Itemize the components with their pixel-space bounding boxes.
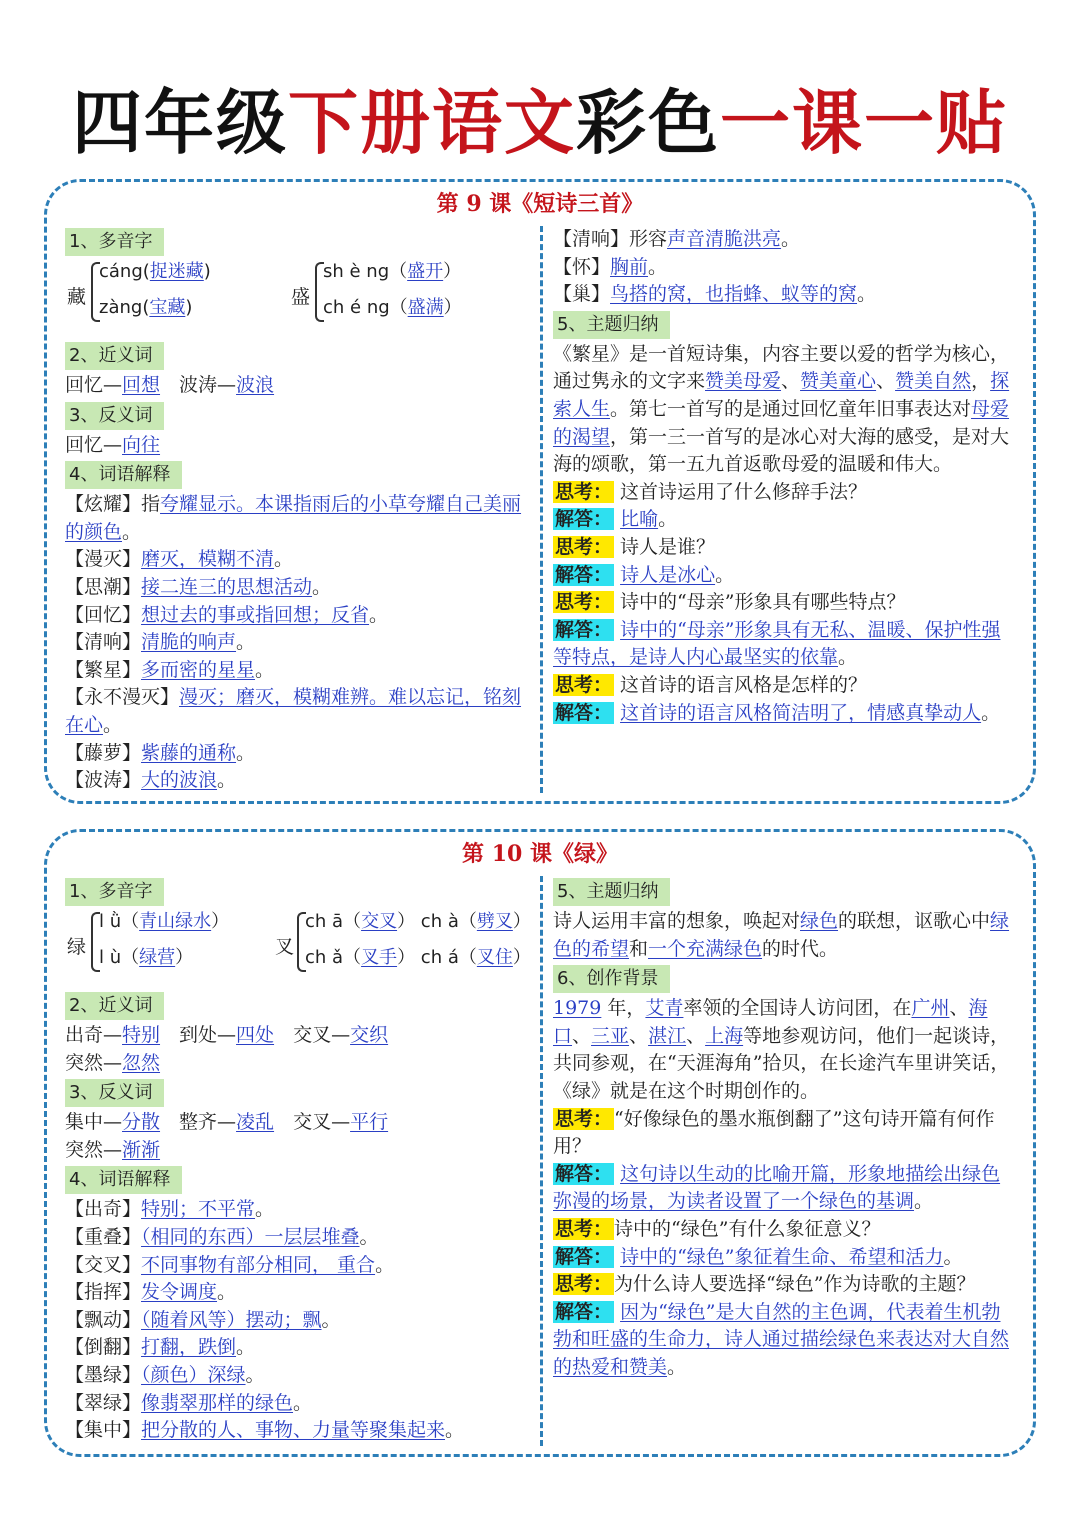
term-end: 。 — [236, 741, 256, 764]
section-synonyms: 2、近义词 — [65, 342, 164, 370]
term-definition: 大的波浪 — [141, 769, 218, 792]
question-item — [553, 672, 1019, 700]
term-definition: 像翡翠那样的绿色 — [141, 1391, 294, 1414]
synonym-line: 突然—忽然 — [65, 1051, 161, 1074]
term-definition: 把分散的人、事物、力量等聚集起来 — [141, 1419, 446, 1442]
term-end: 。 — [857, 283, 877, 306]
term-key: 【倒翻】 — [65, 1336, 142, 1359]
answer-end: 。 — [667, 1355, 687, 1378]
term-definition: 声音清脆洪亮 — [667, 228, 782, 250]
think-tag: 思考： — [555, 1107, 613, 1130]
answer-tag: 解答： — [555, 1245, 613, 1268]
reading-cha-1: ch ā（交叉） ch à（劈叉） — [305, 911, 531, 932]
answer-text: 诗中的“绿色”象征着生命、希望和活力 — [620, 1245, 944, 1268]
term-item — [65, 1224, 530, 1252]
section-word-explanations: 4、词语解释 — [65, 1166, 182, 1194]
term-definition: 发令调度 — [141, 1281, 218, 1304]
reading-sheng: sh è ng（盛开） — [323, 261, 462, 282]
question-text: 这首诗运用了什么修辞手法？ — [614, 480, 868, 503]
term-item — [65, 546, 530, 574]
reading-cang: cáng(捉迷藏) — [99, 261, 211, 282]
section-polyphones: 1、多音字 — [65, 228, 164, 256]
polyphone-char-cha: 叉 — [275, 936, 295, 958]
term-key: 【巢】 — [553, 283, 611, 306]
term-item — [65, 602, 530, 630]
antonym-line: 突然—渐渐 — [65, 1138, 161, 1161]
term-item — [65, 491, 530, 546]
section-antonyms: 3、反义词 — [65, 1079, 164, 1107]
answer-item — [553, 1244, 1019, 1272]
term-definition: 清脆的响声 — [141, 631, 237, 654]
term-item — [65, 684, 530, 739]
answer-end: 。 — [658, 508, 678, 531]
term-end: 。 — [217, 1281, 237, 1304]
section-synonyms: 2、近义词 — [65, 992, 164, 1020]
term-prefix: 形容 — [629, 228, 668, 250]
term-list — [65, 491, 530, 795]
theme-paragraph: 《繁星》是一首短诗集，内容主要以爱的哲学为核心，通过隽永的文字来赞美母爱、赞美童心、赞美自然，探索人生。第七一首写的是通过回忆童年旧事表达对母爱的渴望，第一三一首写的是冰心对大海的感受，是对大海的颂歌，第一五九首返歌母爱的温暖和伟大。 — [553, 342, 1010, 476]
term-key: 【炫耀】 — [65, 493, 142, 516]
question-item — [553, 589, 1019, 617]
term-definition: 想过去的事或指回想；反省 — [141, 603, 370, 626]
term-key: 【清响】 — [65, 631, 142, 654]
title-part-2: 下册语文 — [288, 82, 576, 164]
polyphone-block — [65, 908, 530, 990]
page-title — [0, 78, 1080, 168]
term-key: 【清响】 — [553, 228, 630, 250]
term-end: 。 — [648, 255, 668, 278]
title-part-1: 四年级 — [72, 82, 288, 164]
polyphone-block — [65, 258, 530, 340]
answer-text: 比喻 — [620, 508, 659, 531]
reading-cheng: ch é ng（盛满） — [323, 297, 462, 318]
reading-zang: zàng(宝藏) — [99, 297, 193, 318]
answer-text: 这首诗的语言风格简洁明了，情感真挚动人 — [620, 701, 982, 724]
lesson-10-card — [44, 829, 1036, 1457]
term-key: 【出奇】 — [65, 1198, 142, 1221]
polyphone-char-sheng: 盛 — [291, 286, 311, 308]
term-item — [65, 574, 530, 602]
section-antonyms: 3、反义词 — [65, 402, 164, 430]
term-key: 【翠绿】 — [65, 1391, 142, 1414]
think-tag: 思考： — [555, 1217, 613, 1240]
term-prefix: 指 — [141, 493, 161, 516]
section-polyphones: 1、多音字 — [65, 878, 164, 906]
theme-paragraph: 诗人运用丰富的想象，唤起对绿色的联想，讴歌心中绿色的希望和一个充满绿色的时代。 — [553, 910, 1010, 960]
lesson-10-left-column — [65, 876, 530, 1445]
question-text: 为什么诗人要选择“绿色”作为诗歌的主题？ — [614, 1273, 976, 1296]
answer-item — [553, 506, 1019, 534]
term-end: 。 — [236, 1336, 256, 1359]
term-end: 。 — [293, 1391, 313, 1414]
qa-list — [553, 479, 1019, 727]
question-item — [553, 1271, 1019, 1299]
term-key: 【回忆】 — [65, 603, 142, 626]
term-end: 。 — [122, 520, 142, 543]
question-item — [553, 479, 1019, 507]
term-item — [65, 1307, 530, 1335]
reading-lu: l ù（绿营） — [99, 947, 194, 968]
term-key: 【指挥】 — [65, 1281, 142, 1304]
answer-end: 。 — [914, 1190, 934, 1213]
term-end: 。 — [245, 1363, 265, 1386]
lesson-10-heading: 第 10 课《绿》 — [462, 841, 618, 867]
term-end: 。 — [274, 548, 294, 571]
title-part-3: 彩色 — [576, 82, 720, 164]
term-key: 【重叠】 — [65, 1225, 142, 1248]
term-end: 。 — [255, 658, 275, 681]
answer-tag: 解答： — [555, 1300, 613, 1323]
question-text: “好像绿色的墨水瓶倒翻了”这句诗开篇有何作用？ — [553, 1107, 995, 1158]
answer-tag: 解答： — [555, 701, 613, 724]
term-definition: 接二连三的思想活动 — [141, 575, 313, 598]
question-text: 这首诗的语言风格是怎样的？ — [614, 673, 868, 696]
column-divider — [540, 876, 543, 1446]
polyphone-char-lv: 绿 — [67, 936, 87, 958]
reading-lv: l ǜ（青山绿水） — [99, 911, 230, 932]
term-definition: 夸耀显示。本课指雨后的小草夸耀自己美丽的颜色 — [65, 493, 522, 543]
term-end: 。 — [255, 1198, 275, 1221]
answer-tag: 解答： — [555, 563, 613, 586]
term-key: 【集中】 — [65, 1419, 142, 1442]
answer-item — [553, 1299, 1019, 1382]
term-definition: （随着风等）摆动；飘 — [141, 1308, 322, 1331]
section-theme: 5、主题归纳 — [553, 311, 670, 339]
synonym-line: 出奇—特别 到处—四处 交叉—交织 — [65, 1024, 389, 1046]
term-definition: 磨灭，模糊不清 — [141, 548, 275, 571]
term-item — [65, 1362, 530, 1390]
term-key: 【藤萝】 — [65, 741, 142, 764]
think-tag: 思考： — [555, 535, 613, 558]
lesson-9-right-column — [553, 226, 1019, 727]
question-text: 诗人是谁？ — [614, 535, 716, 558]
answer-text: 因为“绿色”是大自然的主色调，代表着生机勃勃和旺盛的生命力，诗人通过描绘绿色来表达对大自然的热爱和赞美 — [553, 1300, 1010, 1378]
lesson-9-card — [44, 179, 1036, 804]
antonym-line: 集中—分散 整齐—凌乱 交叉—平行 — [65, 1111, 389, 1134]
term-item — [65, 1417, 530, 1445]
term-item — [65, 1390, 530, 1418]
lesson-9-heading: 第 9 课《短诗三首》 — [436, 191, 644, 217]
think-tag: 思考： — [555, 480, 613, 503]
section-word-explanations: 4、词语解释 — [65, 461, 182, 489]
think-tag: 思考： — [555, 591, 613, 614]
answer-text: 这句诗以生动的比喻开篇，形象地描绘出绿色弥漫的场景，为读者设置了一个绿色的基调 — [553, 1162, 1001, 1213]
term-end: 。 — [217, 769, 237, 792]
term-list-continued — [553, 226, 1019, 309]
term-key: 【墨绿】 — [65, 1363, 142, 1386]
answer-end: 。 — [715, 563, 735, 586]
answer-text: 诗人是冰心 — [620, 563, 716, 586]
question-text: 诗中的“母亲”形象具有哪些特点？ — [614, 591, 906, 614]
term-key: 【交叉】 — [65, 1253, 142, 1276]
answer-item — [553, 562, 1019, 590]
term-item — [553, 281, 1019, 309]
qa-list — [553, 1106, 1019, 1382]
section-theme: 5、主题归纳 — [553, 878, 670, 906]
term-item — [65, 1279, 530, 1307]
section-background: 6、创作背景 — [553, 965, 670, 993]
term-key: 【思潮】 — [65, 575, 142, 598]
synonym-line: 回忆—回想 波涛—波浪 — [65, 374, 275, 396]
polyphone-char-cang: 藏 — [67, 286, 87, 308]
answer-tag: 解答： — [555, 618, 613, 641]
term-end: 。 — [312, 575, 332, 598]
term-definition: 胸前 — [610, 255, 649, 278]
answer-tag: 解答： — [555, 1162, 613, 1185]
term-definition: （相同的东西）一层层堆叠 — [141, 1225, 360, 1248]
answer-text: 诗中的“母亲”形象具有无私、温暖、保护性强等特点，是诗人内心最坚实的依靠 — [553, 618, 1001, 669]
term-definition: （颜色）深绿 — [141, 1363, 246, 1386]
answer-item — [553, 617, 1019, 672]
background-paragraph: 1979 年，艾青率领的全国诗人访问团，在广州、海口、三亚、湛江、上海等地参观访问，他们一起谈诗，共同参观，在“天涯海角”拾贝，在长途汽车里讲笑话，《绿》就是在这个时期创作的。 — [553, 997, 1010, 1102]
answer-end: 。 — [943, 1245, 963, 1268]
answer-item — [553, 1161, 1019, 1216]
antonym-line: 回忆—向往 — [65, 433, 161, 456]
term-item — [553, 254, 1019, 282]
term-item — [65, 740, 530, 768]
term-list — [65, 1196, 530, 1444]
question-item — [553, 1216, 1019, 1244]
reading-cha-2: ch ǎ（叉手） ch á（叉住） — [305, 947, 531, 968]
term-end: 。 — [369, 603, 389, 626]
term-item — [553, 226, 1019, 254]
term-item — [65, 657, 530, 685]
term-end: 。 — [103, 713, 123, 736]
term-definition: 不同事物有部分相同， 重合 — [141, 1253, 376, 1276]
term-key: 【波涛】 — [65, 769, 142, 792]
question-item — [553, 534, 1019, 562]
term-item — [65, 629, 530, 657]
term-definition: 鸟搭的窝，也指蜂、蚁等的窝 — [610, 283, 858, 306]
term-definition: 打翻，跌倒 — [141, 1336, 237, 1359]
term-key: 【漫灭】 — [65, 548, 142, 571]
term-end: 。 — [359, 1225, 379, 1248]
lesson-10-right-column — [553, 876, 1019, 1382]
question-item — [553, 1106, 1019, 1161]
term-item — [65, 1196, 530, 1224]
title-part-4: 一课一贴 — [720, 82, 1008, 164]
term-definition: 紫藤的通称 — [141, 741, 237, 764]
term-definition: 多而密的星星 — [141, 658, 256, 681]
term-definition: 漫灭；磨灭，模糊难辨。难以忘记，铭刻在心 — [65, 686, 522, 736]
term-end: 。 — [445, 1419, 465, 1442]
term-item — [65, 767, 530, 795]
answer-item — [553, 700, 1019, 728]
term-end: 。 — [321, 1308, 341, 1331]
term-end: 。 — [375, 1253, 395, 1276]
term-key: 【永不漫灭】 — [65, 686, 180, 709]
term-key: 【怀】 — [553, 255, 611, 278]
think-tag: 思考： — [555, 673, 613, 696]
term-item — [65, 1334, 530, 1362]
term-definition: 特别；不平常 — [141, 1198, 256, 1221]
answer-tag: 解答： — [555, 508, 613, 531]
answer-end: 。 — [981, 701, 1001, 724]
think-tag: 思考： — [555, 1273, 613, 1296]
term-item — [65, 1252, 530, 1280]
column-divider — [540, 226, 543, 793]
term-key: 【繁星】 — [65, 658, 142, 681]
lesson-9-left-column — [65, 226, 530, 795]
term-key: 【飘动】 — [65, 1308, 142, 1331]
answer-end: 。 — [838, 646, 858, 669]
question-text: 诗中的“绿色”有什么象征意义？ — [614, 1217, 881, 1240]
term-end: 。 — [781, 228, 801, 250]
term-end: 。 — [236, 631, 256, 654]
